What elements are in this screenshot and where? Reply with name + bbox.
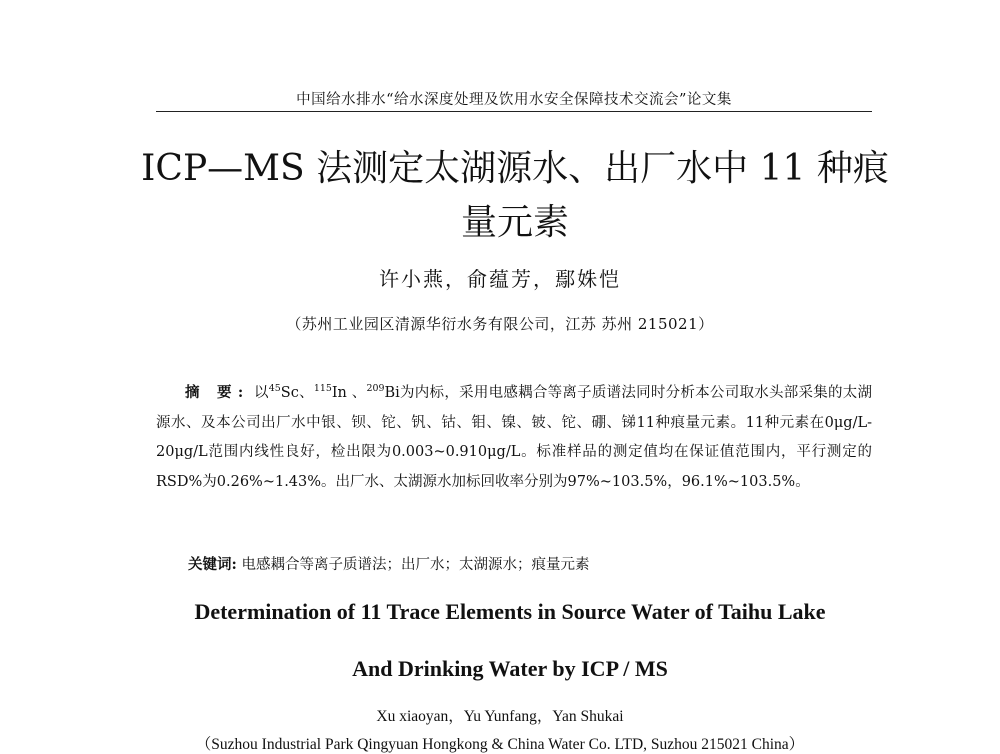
affiliation-chinese: （苏州工业园区清源华衍水务有限公司，江苏 苏州 215021） [286, 315, 714, 333]
abstract-sup-3: 209 [366, 383, 385, 395]
authors-english: Xu xiaoyan，Yu Yunfang，Yan Shukai [376, 708, 624, 725]
abstract-text-3: In 、 [331, 385, 367, 401]
header-rule [156, 111, 872, 112]
paper-title [140, 142, 890, 250]
abstract-sup-1: 45 [268, 383, 281, 395]
abstract-text-4: Bi为内标，采用电感耦合等离子质谱法同时分析本公司取水头部采集的太湖源水、及本公司出厂水中银、钡、铊、钒、钴、钼、镍、铍、铊、硼、锑11种痕量元素。11种元素在0μg/L-20μg/L范围内线性良好，检出限为0.003~0.910μg/L。标准样品的测定值均在保证值范围内，平行测定的RSD%为0.26%~1.43%。出厂水、太湖源水加标回收率分别为97%~103.5%，96.1%~103.5%。 [156, 385, 872, 490]
keywords-text: 电感耦合等离子质谱法；出厂水；太湖源水；痕量元素 [236, 557, 590, 573]
abstract-text-2: Sc、 [280, 385, 314, 401]
affiliation-english: （Suzhou Industrial Park Qingyuan Hongkong & China Water Co. LTD, Suzhou 215021 China） [195, 736, 805, 753]
authors-chinese: 许小燕，俞蕴芳，鄢姝恺 [379, 267, 621, 291]
abstract-label: 摘 要: [185, 384, 250, 401]
abstract [156, 378, 872, 497]
abstract-text-1: 以 [249, 385, 269, 401]
english-title-line-2: And Drinking Water by ICP / MS [352, 656, 668, 681]
keywords [188, 553, 868, 574]
running-header: 中国给水排水“给水深度处理及饮用水安全保障技术交流会”论文集 [296, 92, 732, 108]
keywords-label: 关键词: [188, 556, 237, 573]
english-title-line-1: Determination of 11 Trace Elements in Source Water of Taihu Lake [194, 599, 826, 624]
paper-title-line-1: ICP—MS 法测定太湖源水、出厂水中 11 种痕 [141, 148, 889, 189]
paper-title-line-2: 量元素 [460, 202, 569, 243]
abstract-sup-2: 115 [313, 383, 332, 395]
